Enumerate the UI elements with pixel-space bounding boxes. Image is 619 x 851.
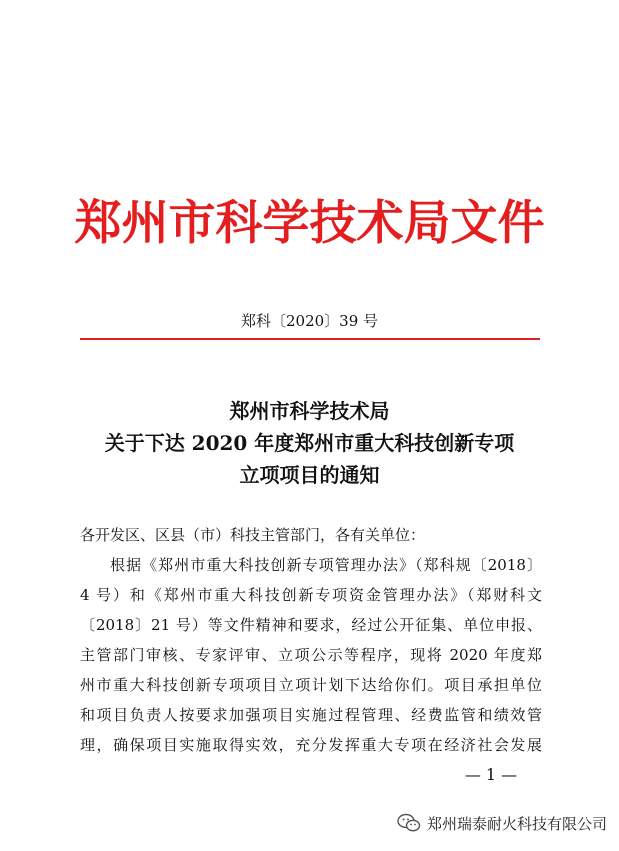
wechat-watermark	[397, 810, 607, 836]
paragraph-line-5: 州市重大科技创新专项项目立项计划下达给你们。项目承担单位	[80, 676, 542, 694]
notice-body	[80, 520, 542, 760]
agency-header-title: 郑州市科学技术局文件	[74, 196, 545, 251]
title-line-3: 立项项目的通知	[239, 463, 380, 487]
paragraph-line-1: 根据《郑州市重大科技创新专项管理办法》（郑科规〔2018〕	[110, 556, 542, 574]
wechat-icon	[397, 813, 421, 833]
paragraph-line-4: 主管部门审核、专家评审、立项公示等程序，现将 2020 年度郑	[80, 646, 542, 664]
paragraph-line-2: 4 号）和《郑州市重大科技创新专项资金管理办法》（郑财科文	[80, 586, 542, 604]
paragraph-line-6: 和项目负责人按要求加强项目实施过程管理、经费监管和绩效管	[80, 706, 542, 724]
paragraph-line-7: 理，确保项目实施取得实效，充分发挥重大专项在经济社会发展	[80, 736, 542, 754]
title-line-2: 关于下达 2020 年度郑州市重大科技创新专项	[104, 431, 515, 455]
paragraph-line-3: 〔2018〕21 号）等文件精神和要求，经过公开征集、单位申报、	[80, 616, 542, 634]
watermark-account-name: 郑州瑞泰耐火科技有限公司	[426, 814, 607, 833]
page-number: — 1 —	[464, 765, 518, 784]
salutation: 各开发区、区县（市）科技主管部门，各有关单位：	[80, 526, 426, 544]
title-line-1: 郑州市科学技术局	[229, 399, 390, 423]
notice-title	[0, 395, 619, 491]
document-number: 郑科〔2020〕39 号	[240, 312, 379, 330]
red-divider-line	[80, 338, 540, 340]
